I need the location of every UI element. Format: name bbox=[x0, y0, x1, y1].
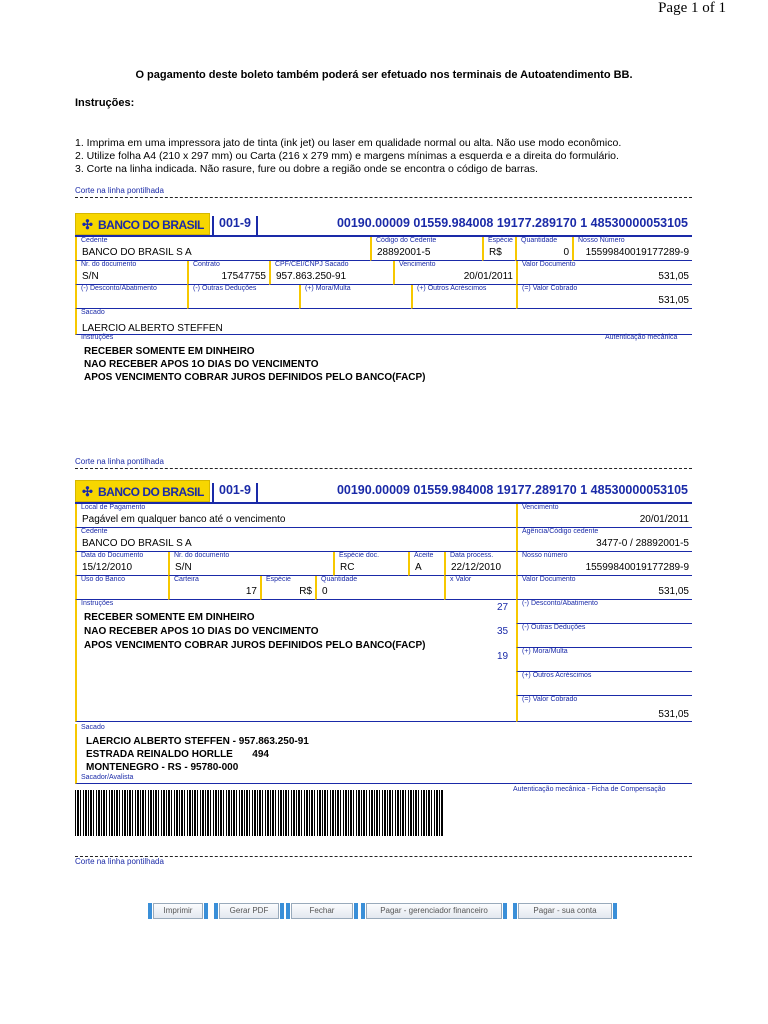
digitable-line: 00190.00009 01559.984008 19177.289170 1 48530000053105 bbox=[336, 483, 688, 497]
receipt-instruction: NAO RECEBER APOS 1O DIAS DO VENCIMENTO bbox=[84, 359, 319, 370]
desconto-cell: (-) Desconto/Abatimento bbox=[75, 285, 187, 309]
sacado-section: Sacado LAERCIO ALBERTO STEFFEN - 957.863.250-91 ESTRADA REINALDO HORLLE 494 MONTENEGRO - RS - 95780-000 Sacador/Avalista bbox=[75, 724, 692, 784]
codigo-cedente-cell: Código do Cedente 28892001-5 bbox=[370, 237, 482, 261]
quantidade-cell: Quantidade 0 bbox=[515, 237, 572, 261]
cut-line-label: Corte na linha pontilhada bbox=[75, 457, 164, 466]
outros-acrescimos-cell: (+) Outros Acréscimos bbox=[411, 285, 516, 309]
sacado-line: LAERCIO ALBERTO STEFFEN - 957.863.250-91 bbox=[86, 736, 309, 747]
aceite-cell: Aceite A bbox=[408, 552, 444, 576]
desconto-cell: (-) Desconto/Abatimento bbox=[516, 600, 692, 624]
instruction-line: 2. Utilize folha A4 (210 x 297 mm) ou Carta (216 x 279 mm) e margens mínimas a esquerda e a direita do formulário. bbox=[75, 150, 619, 162]
bank-logo-icon: ✣ bbox=[82, 484, 93, 499]
cedente-cell: Cedente BANCO DO BRASIL S A bbox=[75, 528, 516, 552]
payment-notice: O pagamento deste boleto também poderá ser efetuado nos terminais de Autoatendimento BB. bbox=[135, 69, 633, 81]
receipt-grid bbox=[75, 237, 692, 337]
bank-code: 001-9 bbox=[212, 216, 258, 236]
compensation-instruction: APOS VENCIMENTO COBRAR JUROS DEFINIDOS PELO BANCO(FACP) bbox=[84, 640, 426, 651]
bank-logo-icon: ✣ bbox=[82, 217, 93, 232]
close-button[interactable]: Fechar bbox=[291, 903, 353, 919]
cut-line bbox=[75, 856, 692, 857]
receipt-instruction: RECEBER SOMENTE EM DINHEIRO bbox=[84, 346, 255, 357]
nosso-numero-cell: Nosso número 15599840019177289-9 bbox=[516, 552, 692, 576]
pay-account-button[interactable]: Pagar - sua conta bbox=[518, 903, 612, 919]
bank-logo: ✣ BANCO DO BRASIL bbox=[75, 480, 210, 502]
print-button[interactable]: Imprimir bbox=[153, 903, 203, 919]
outras-deducoes-cell: (-) Outras Deduções bbox=[187, 285, 299, 309]
data-documento-cell: Data do Documento 15/12/2010 bbox=[75, 552, 168, 576]
sacado-line: ESTRADA REINALDO HORLLE 494 bbox=[86, 749, 269, 760]
valor-cobrado-cell: (=) Valor Cobrado 531,05 bbox=[516, 285, 692, 309]
outras-deducoes-cell: (-) Outras Deduções bbox=[516, 624, 692, 648]
valor-documento-cell: Valor Documento 531,05 bbox=[516, 261, 692, 285]
generate-pdf-button[interactable]: Gerar PDF bbox=[219, 903, 279, 919]
cpf-sacado-cell: CPF/CEI/CNPJ Sacado 957.863.250-91 bbox=[269, 261, 393, 285]
cut-line bbox=[75, 197, 692, 198]
especie-doc-cell: Espécie doc. RC bbox=[333, 552, 408, 576]
instruction-line: 1. Imprima em uma impressora jato de tinta (ink jet) ou laser em qualidade normal ou alta. Não use modo econômico. bbox=[75, 137, 622, 149]
cut-line-label: Corte na linha pontilhada bbox=[75, 186, 164, 195]
mora-cell: (+) Mora/Multa bbox=[516, 648, 692, 672]
side-number: 35 bbox=[497, 626, 509, 637]
digitable-line: 00190.00009 01559.984008 19177.289170 1 48530000053105 bbox=[336, 216, 688, 230]
cut-line-label: Corte na linha pontilhada bbox=[75, 857, 164, 866]
valor-documento-cell: Valor Documento 531,05 bbox=[516, 576, 692, 600]
nr-documento-cell: Nr. do documento S/N bbox=[75, 261, 187, 285]
compensation-instruction: NAO RECEBER APOS 1O DIAS DO VENCIMENTO bbox=[84, 626, 319, 637]
valor-cobrado-cell: (=) Valor Cobrado 531,05 bbox=[516, 696, 692, 722]
autenticacao-ficha-label: Autenticação mecânica - Ficha de Compensação bbox=[513, 786, 666, 793]
agencia-cell: Agência/Código cedente 3477-0 / 28892001-5 bbox=[516, 528, 692, 552]
instructions-title: Instruções: bbox=[75, 97, 135, 109]
vencimento-cell: Vencimento 20/01/2011 bbox=[393, 261, 516, 285]
pay-financial-manager-button[interactable]: Pagar - gerenciador financeiro bbox=[366, 903, 502, 919]
especie-cell: Espécie R$ bbox=[482, 237, 515, 261]
nr-documento-cell: Nr. do documento S/N bbox=[168, 552, 333, 576]
bank-logo: ✣ BANCO DO BRASIL bbox=[75, 213, 210, 235]
mora-cell: (+) Mora/Multa bbox=[299, 285, 411, 309]
vencimento-cell: Vencimento 20/01/2011 bbox=[516, 504, 692, 528]
cut-line bbox=[75, 468, 692, 469]
sacado-line: MONTENEGRO - RS - 95780-000 bbox=[86, 762, 239, 773]
instrucoes-label: Instruções bbox=[81, 334, 114, 341]
receipt-instruction: APOS VENCIMENTO COBRAR JUROS DEFINIDOS PELO BANCO(FACP) bbox=[84, 372, 426, 383]
contrato-cell: Contrato 17547755 bbox=[187, 261, 269, 285]
barcode bbox=[75, 790, 443, 836]
local-pagamento-cell: Local de Pagamento Pagável em qualquer banco até o vencimento bbox=[75, 504, 516, 528]
outros-acrescimos-cell: (+) Outros Acréscimos bbox=[516, 672, 692, 696]
bank-header bbox=[75, 213, 692, 237]
instruction-line: 3. Corte na linha indicada. Não rasure, fure ou dobre a região onde se encontra o código de barras. bbox=[75, 163, 538, 175]
quantidade-cell: Quantidade 0 bbox=[315, 576, 444, 600]
side-number: 27 bbox=[497, 602, 509, 613]
page-number: Page 1 of 1 bbox=[658, 0, 726, 16]
bank-header bbox=[75, 480, 692, 504]
instrucoes-cell: Instruções bbox=[75, 600, 516, 722]
data-process-cell: Data process. 22/12/2010 bbox=[444, 552, 516, 576]
cedente-cell: Cedente BANCO DO BRASIL S A bbox=[75, 237, 370, 261]
x-valor-cell: x Valor bbox=[444, 576, 516, 600]
autenticacao-label: Autenticação mecânica bbox=[605, 334, 678, 341]
sacador-label: Sacador/Avalista bbox=[81, 774, 134, 781]
side-number: 19 bbox=[497, 651, 509, 662]
carteira-cell: Carteira 17 bbox=[168, 576, 260, 600]
bank-code: 001-9 bbox=[212, 483, 258, 503]
uso-banco-cell: Uso do Banco bbox=[75, 576, 168, 600]
sacado-cell: Sacado LAERCIO ALBERTO STEFFEN bbox=[75, 309, 692, 335]
nosso-numero-cell: Nosso Número 15599840019177289-9 bbox=[572, 237, 692, 261]
especie-cell: Espécie R$ bbox=[260, 576, 315, 600]
compensation-instruction: RECEBER SOMENTE EM DINHEIRO bbox=[84, 612, 255, 623]
